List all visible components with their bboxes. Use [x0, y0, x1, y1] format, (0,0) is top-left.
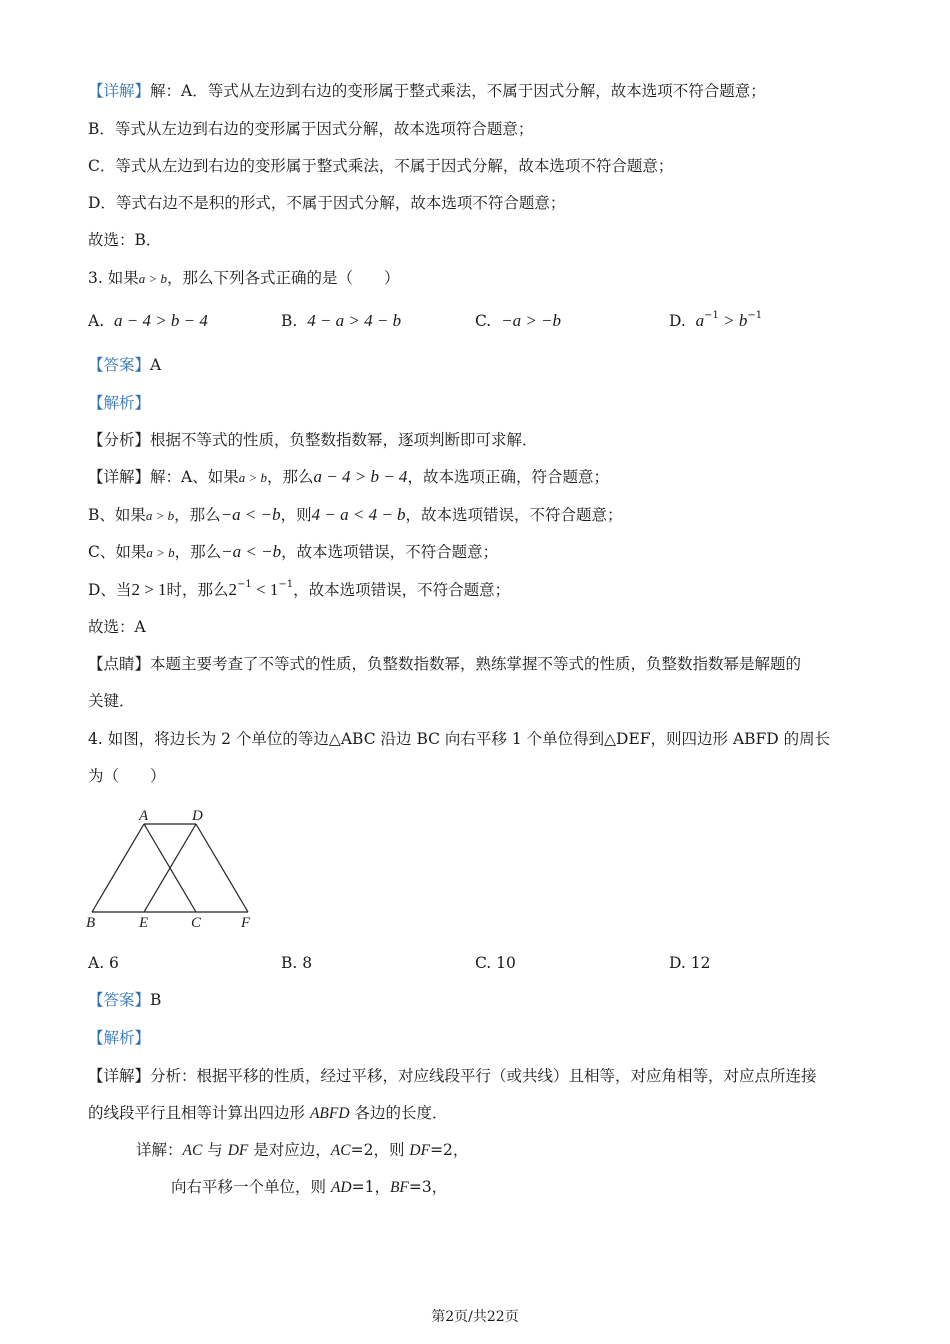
q4-solution-1: 详解：AC 与 DF 是对应边，AC=2，则 DF=2， [136, 1141, 469, 1159]
label-f: F [241, 915, 251, 931]
q3-conclusion: 故选：A [88, 618, 146, 636]
q4-solution-2: 向右平移一个单位，则 AD=1，BF=3， [171, 1178, 448, 1196]
q4-stem-1: 4. 如图，将边长为 2 个单位的等边△ABC 沿边 BC 向右平移 1 个单位得到△DEF，则四边形 ABFD 的周长 [88, 730, 831, 748]
q2-conclusion: 故选：B． [88, 231, 162, 249]
q4-detail-1: 【详解】分析：根据平移的性质，经过平移，对应线段平行（或共线）且相等，对应角相等，对应点所连接 [88, 1067, 817, 1085]
q3-answer: 【答案】A [88, 356, 162, 374]
q4-stem-2: 为（ ） [88, 767, 166, 785]
q3-option-b: B. 4 − a > 4 − b [281, 311, 402, 330]
q4-figure [84, 800, 264, 935]
q2-detail-line-2: B．等式从左边到右边的变形属于因式分解，故本选项符合题意； [88, 120, 534, 138]
segment-ab [92, 824, 144, 912]
q3-analysis-tag: 【解析】 [88, 394, 151, 412]
detail-tag: 【详解】 [88, 82, 151, 100]
q3-detail-b: B、如果a > b，那么−a < −b，则4 − a < 4 − b，故本选项错误，不符合题意； [88, 505, 623, 524]
q4-option-a: A. 6 [88, 954, 119, 972]
q3-detail-a: 【详解】解：A、如果a > b，那么a − 4 > b − 4，故本选项正确，符合题意； [88, 467, 609, 486]
q3-option-a: A. a − 4 > b − 4 [88, 311, 208, 330]
q2-detail-line-1: 【详解】解：A．等式从左边到右边的变形属于整式乘法，不属于因式分解，故本选项不符合题意； [88, 82, 766, 100]
q4-option-b: B. 8 [281, 954, 313, 972]
page-number: 第2页/共22页 [431, 1309, 519, 1325]
segment-df [196, 824, 248, 912]
q4-option-d: D. 12 [669, 954, 711, 972]
label-b: B [86, 915, 96, 931]
label-d: D [192, 808, 203, 824]
label-e: E [139, 915, 149, 931]
q3-detail-c: C、如果a > b，那么−a < −b，故本选项错误，不符合题意； [88, 542, 499, 561]
q2-detail-line-3: C．等式从左边到右边的变形属于整式乘法，不属于因式分解，故本选项不符合题意； [88, 157, 674, 175]
q3-option-d: D. $a^{-1} > b^{-1}$ [669, 310, 763, 330]
q4-answer: 【答案】B [88, 991, 162, 1009]
q3-detail-d: D、当2 > 1时，那么$2^{-1} < 1^{-1}$，故本选项错误，不符合题意； [88, 579, 511, 599]
q3-fenxi: 【分析】根据不等式的性质，负整数指数幂，逐项判断即可求解． [88, 431, 538, 449]
q3-comment-2: 关键． [88, 692, 135, 710]
q4-detail-2: 的线段平行且相等计算出四边形 ABFD 各边的长度． [88, 1104, 448, 1122]
q3-stem: 3. 如果a > b，那么下列各式正确的是（ ） [88, 269, 400, 287]
q3-option-c: C. −a > −b [475, 311, 562, 330]
q3-comment-1: 【点睛】本题主要考查了不等式的性质，负整数指数幂，熟练掌握不等式的性质，负整数指数幂是解题的 [88, 655, 802, 673]
label-a: A [139, 808, 149, 824]
q2-detail-line-4: D．等式右边不是积的形式，不属于因式分解，故本选项不符合题意； [88, 194, 566, 212]
q4-option-c: C. 10 [475, 954, 516, 972]
label-c: C [191, 915, 202, 931]
q4-analysis-tag: 【解析】 [88, 1029, 151, 1047]
